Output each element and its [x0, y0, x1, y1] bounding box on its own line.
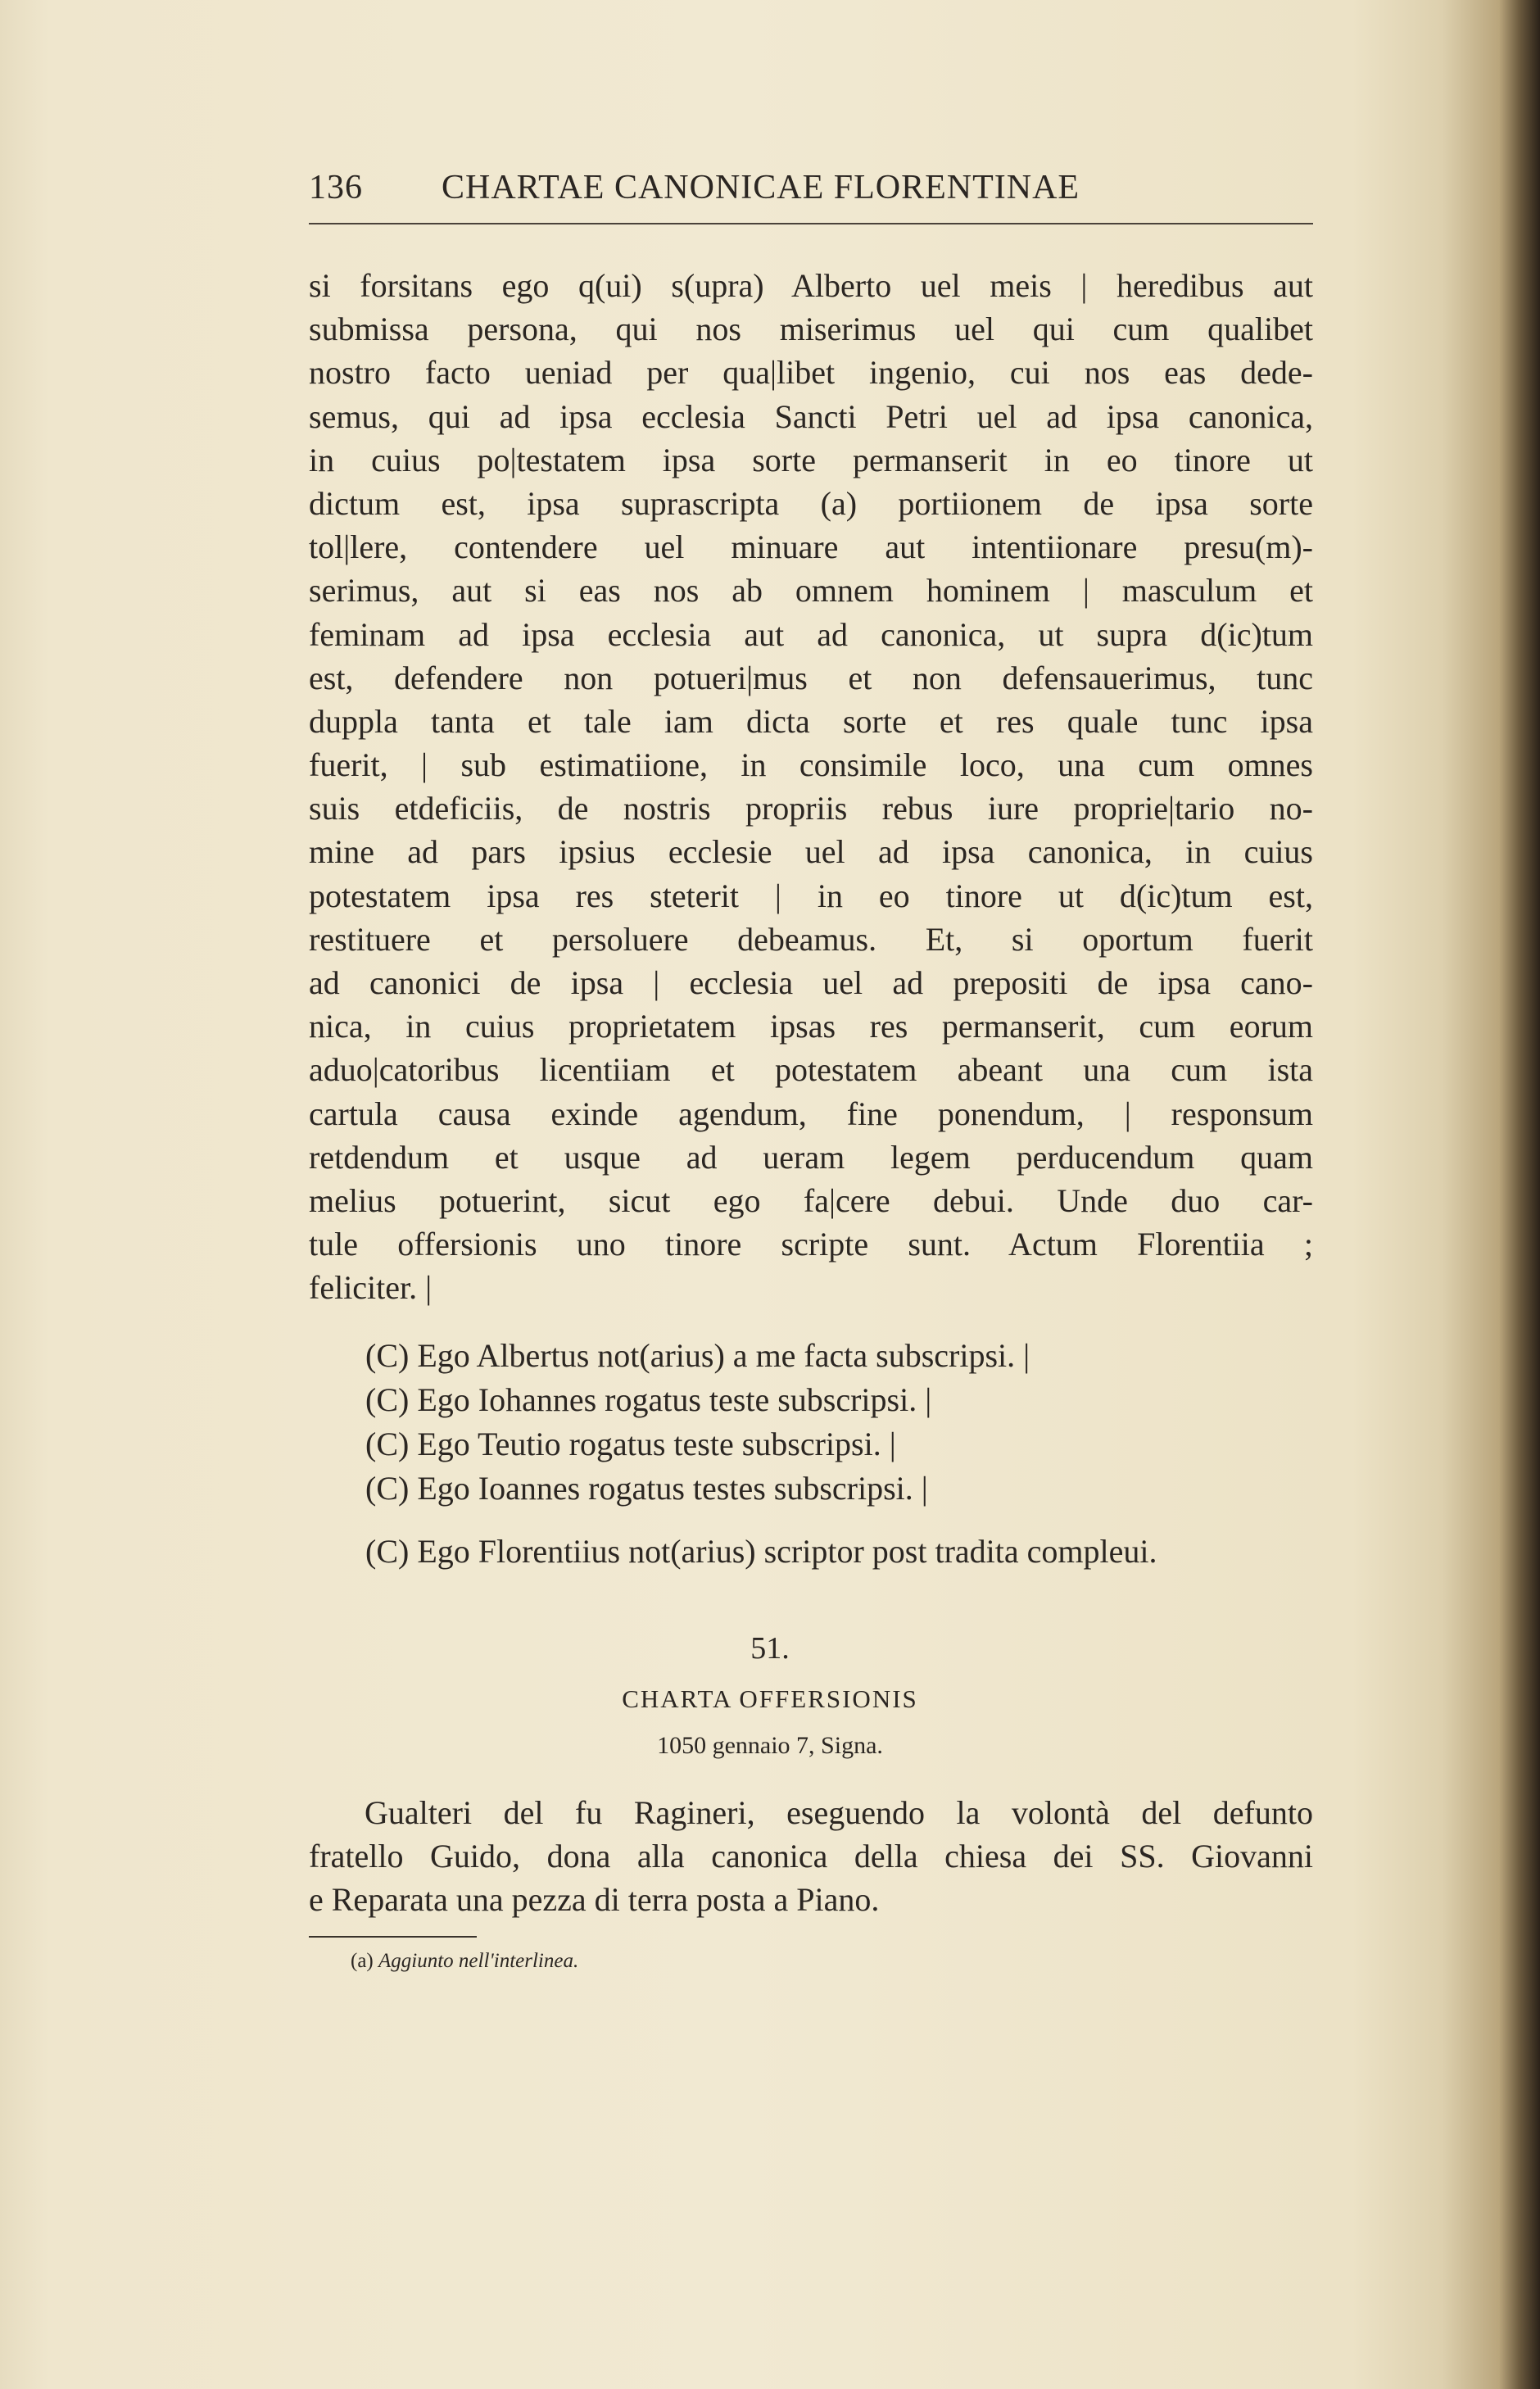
text-line: duppla tanta et tale iam dicta sorte et res quale tunc ipsa [309, 702, 1313, 740]
text-line: feminam ad ipsa ecclesia aut ad canonica, ut supra d(ic)tum [309, 615, 1313, 653]
subscription-line: (C) Ego Teutio rogatus teste subscripsi. | [365, 1426, 896, 1462]
footnote-marker: (a) [351, 1950, 374, 1972]
text-line: est, defendere non potueri|mus et non defensauerimus, tunc [309, 659, 1313, 696]
text-line: tol|lere, contendere uel minuare aut intentiionare presu(m)- [309, 528, 1313, 566]
text-line: mine ad pars ipsius ecclesie uel ad ipsa canonica, in cuius [309, 833, 1313, 871]
page-number: 136 [309, 169, 363, 206]
document-title: CHARTA OFFERSIONIS [622, 1684, 918, 1713]
text-line: semus, qui ad ipsa ecclesia Sancti Petri uel ad ipsa canonica, [309, 397, 1313, 435]
footnote-rule [309, 1936, 477, 1938]
text-line: restituere et persoluere debeamus. Et, si oportum fuerit [309, 920, 1313, 958]
summary-line: e Reparata una pezza di terra posta a Piano. [309, 1881, 880, 1919]
header-rule [309, 223, 1313, 224]
footnote [351, 1950, 578, 1973]
text-line: potestatem ipsa res steterit | in eo tinore ut d(ic)tum est, [309, 877, 1313, 914]
text-line: in cuius po|testatem ipsa sorte permanserit in eo tinore ut [309, 441, 1313, 478]
text-line: suis etdeficiis, de nostris propriis rebus iure proprie|tario no- [309, 790, 1313, 827]
text-line: nostro facto ueniad per qua|libet ingenio, cui nos eas dede- [309, 354, 1313, 392]
text-line: tule offersionis uno tinore scripte sunt. Actum Florentiia ; [309, 1226, 1313, 1263]
subscription-line: (C) Ego Iohannes rogatus teste subscripsi. | [365, 1381, 932, 1418]
text-line: ad canonici de ipsa | ecclesia uel ad prepositi de ipsa cano- [309, 964, 1313, 1001]
running-title: CHARTAE CANONICAE FLORENTINAE [442, 169, 1080, 206]
subscription-line: (C) Ego Ioannes rogatus testes subscripsi. | [365, 1470, 928, 1507]
text-line: submissa persona, qui nos miserimus uel qui cum qualibet [309, 311, 1313, 348]
summary-line: Gualteri del fu Ragineri, eseguendo la volontà del defunto [365, 1794, 1313, 1831]
text-line: cartula causa exinde agendum, fine ponendum, | responsum [309, 1095, 1313, 1132]
footnote-text: Aggiunto nell'interlinea. [378, 1950, 579, 1972]
document-date-place: 1050 gennaio 7, Signa. [657, 1732, 883, 1759]
witness-subscriptions [365, 1334, 1030, 1511]
notary-subscription: (C) Ego Florentiius not(arius) scriptor post tradita compleui. [365, 1533, 1157, 1570]
text-line: serimus, aut si eas nos ab omnem hominem | masculum et [309, 572, 1313, 610]
summary-line: fratello Guido, dona alla canonica della chiesa dei SS. Giovanni [309, 1838, 1313, 1875]
subscription-line: (C) Ego Albertus not(arius) a me facta subscripsi. | [365, 1337, 1030, 1374]
text-line: dictum est, ipsa suprascripta (a) portiionem de ipsa sorte [309, 484, 1313, 522]
document-summary [309, 1791, 1313, 1922]
text-line: melius potuerint, sicut ego fa|cere debui. Unde duo car- [309, 1181, 1313, 1219]
text-line: feliciter. | [309, 1269, 433, 1307]
text-line: fuerit, | sub estimatiione, in consimile loco, una cum omnes [309, 746, 1313, 784]
text-line: aduo|catoribus licentiiam et potestatem abeant una cum ista [309, 1051, 1313, 1089]
running-header [309, 168, 1313, 217]
text-line: si forsitans ego q(ui) s(upra) Alberto uel meis | heredibus aut [309, 267, 1313, 304]
charter-text [309, 264, 1313, 1310]
document-number: 51. [750, 1631, 790, 1666]
text-line: retdendum et usque ad ueram legem perducendum quam [309, 1138, 1313, 1176]
text-line: nica, in cuius proprietatem ipsas res permanserit, cum eorum [309, 1008, 1313, 1045]
